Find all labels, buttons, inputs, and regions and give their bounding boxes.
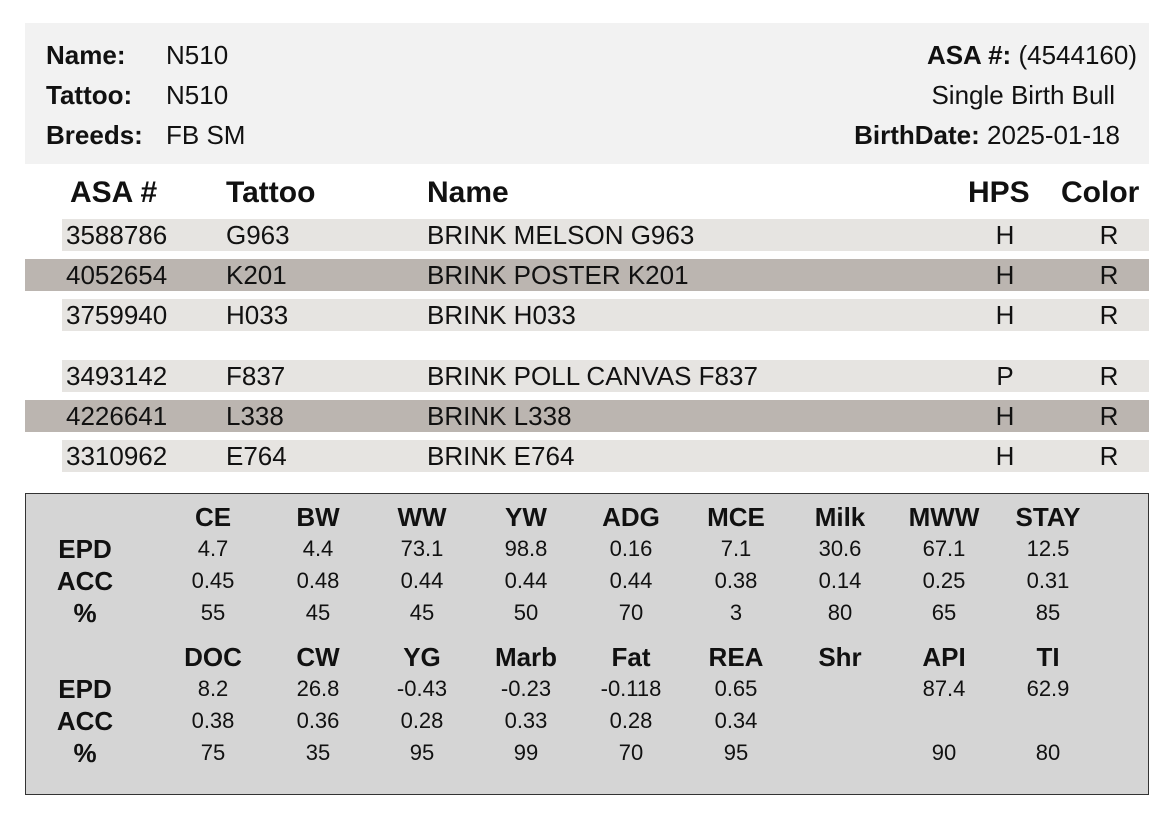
pedigree-cell-hps: H	[995, 220, 1015, 250]
epd-value: 8.2	[197, 676, 229, 701]
epd-value: 0.38	[191, 708, 235, 733]
epd-value: 67.1	[922, 536, 966, 561]
pedigree-cell-tattoo: L338	[226, 401, 284, 431]
epd-row-label: ACC	[56, 566, 114, 596]
pedigree-cell-hps: H	[995, 401, 1015, 431]
asa-label: ASA #:	[926, 40, 1012, 70]
epd-value: 0.44	[504, 568, 548, 593]
epd-trait-header: STAY	[1015, 502, 1081, 532]
epd-value: 98.8	[504, 536, 548, 561]
epd-value: 3	[729, 600, 743, 625]
pedigree-cell-name: BRINK L338	[427, 401, 572, 431]
epd-trait-header: Shr	[818, 642, 862, 672]
birth-type: Single Birth Bull	[931, 80, 1115, 110]
epd-value: 4.4	[302, 536, 334, 561]
epd-value: 30.6	[818, 536, 862, 561]
epd-trait-header: YG	[403, 642, 441, 672]
epd-row-label: %	[73, 598, 97, 628]
epd-value: 95	[409, 740, 435, 765]
epd-value: 0.48	[296, 568, 340, 593]
epd-value: 0.44	[400, 568, 444, 593]
pedigree-cell-name: BRINK POSTER K201	[427, 260, 689, 290]
epd-trait-header: REA	[708, 642, 764, 672]
pedigree-cell-asa: 4052654	[66, 260, 168, 290]
epd-value: 0.31	[1026, 568, 1070, 593]
epd-trait-header: API	[922, 642, 966, 672]
epd-trait-header: WW	[397, 502, 447, 532]
epd-value: 0.65	[714, 676, 758, 701]
epd-value: 0.16	[609, 536, 653, 561]
epd-trait-header: MWW	[908, 502, 980, 532]
tattoo-label: Tattoo:	[46, 80, 133, 110]
epd-value: 0.28	[400, 708, 444, 733]
epd-trait-header: YW	[505, 502, 547, 532]
pedigree-cell-asa: 4226641	[66, 401, 168, 431]
epd-value: 4.7	[197, 536, 229, 561]
pedigree-cell-hps: P	[996, 361, 1014, 391]
epd-trait-header: MCE	[707, 502, 765, 532]
epd-value: 0.36	[296, 708, 340, 733]
pedigree-cell-color: R	[1099, 441, 1119, 471]
epd-value: 7.1	[720, 536, 752, 561]
epd-value: 65	[931, 600, 957, 625]
epd-value: 0.38	[714, 568, 758, 593]
epd-value: 99	[513, 740, 539, 765]
epd-trait-header: CW	[296, 642, 340, 672]
pedigree-cell-color: R	[1099, 220, 1119, 250]
pedigree-cell-asa: 3493142	[66, 361, 168, 391]
epd-value: 73.1	[400, 536, 444, 561]
epd-value: -0.118	[600, 676, 662, 701]
epd-value: 0.44	[609, 568, 653, 593]
epd-value: 90	[931, 740, 957, 765]
epd-trait-header: CE	[194, 502, 232, 532]
epd-trait-header: Marb	[494, 642, 558, 672]
col-header-color: Color	[1061, 176, 1140, 209]
epd-value: 45	[305, 600, 331, 625]
epd-row-label: %	[73, 738, 97, 768]
epd-value: 95	[723, 740, 749, 765]
epd-value: 62.9	[1026, 676, 1070, 701]
pedigree-cell-asa: 3759940	[66, 300, 168, 330]
pedigree-cell-color: R	[1099, 260, 1119, 290]
pedigree-cell-tattoo: E764	[226, 441, 287, 471]
epd-value: 0.33	[504, 708, 548, 733]
epd-value: 85	[1035, 600, 1061, 625]
col-header-name: Name	[427, 176, 509, 209]
epd-value: -0.43	[396, 676, 448, 701]
col-header-hps: HPS	[968, 176, 1030, 209]
pedigree-cell-hps: H	[995, 260, 1015, 290]
epd-value: -0.23	[500, 676, 552, 701]
epd-trait-header: DOC	[184, 642, 242, 672]
animal-name: N510	[166, 40, 229, 70]
pedigree-cell-tattoo: F837	[226, 361, 286, 391]
epd-value: 75	[200, 740, 226, 765]
epd-value: 70	[618, 600, 644, 625]
epd-value: 0.28	[609, 708, 653, 733]
epd-value: 35	[305, 740, 331, 765]
epd-trait-header: ADG	[602, 502, 660, 532]
breeds-label: Breeds:	[46, 120, 143, 150]
epd-value: 26.8	[296, 676, 340, 701]
pedigree-cell-color: R	[1099, 361, 1119, 391]
pedigree-cell-hps: H	[995, 300, 1015, 330]
epd-value: 0.14	[818, 568, 862, 593]
epd-value: 0.45	[191, 568, 235, 593]
epd-trait-header: BW	[296, 502, 340, 532]
animal-breeds: FB SM	[166, 120, 246, 150]
animal-asa: (4544160)	[1018, 40, 1137, 70]
epd-trait-header: Milk	[814, 502, 866, 532]
pedigree-cell-hps: H	[995, 441, 1015, 471]
pedigree-cell-name: BRINK POLL CANVAS F837	[427, 361, 758, 391]
col-header-asa: ASA #	[70, 176, 158, 209]
epd-row-label: ACC	[56, 706, 114, 736]
epd-value: 0.34	[714, 708, 758, 733]
asa-line	[927, 40, 1137, 70]
pedigree-cell-name: BRINK E764	[427, 441, 575, 471]
birthdate-label: BirthDate:	[854, 120, 980, 150]
epd-value: 0.25	[922, 568, 966, 593]
epd-trait-header: TI	[1036, 642, 1060, 672]
epd-value: 80	[1035, 740, 1061, 765]
epd-value: 45	[409, 600, 435, 625]
pedigree-cell-tattoo: K201	[226, 260, 287, 290]
name-label: Name:	[46, 40, 126, 70]
pedigree-cell-asa: 3588786	[66, 220, 168, 250]
epd-value: 50	[513, 600, 539, 625]
epd-row-label: EPD	[58, 534, 112, 564]
epd-trait-header: Fat	[611, 642, 651, 672]
pedigree-cell-tattoo: H033	[226, 300, 289, 330]
pedigree-cell-asa: 3310962	[66, 441, 168, 471]
epd-value: 70	[618, 740, 644, 765]
epd-value: 12.5	[1026, 536, 1070, 561]
pedigree-cell-name: BRINK MELSON G963	[427, 220, 695, 250]
pedigree-cell-color: R	[1099, 300, 1119, 330]
animal-tattoo: N510	[166, 80, 229, 110]
epd-value: 80	[827, 600, 853, 625]
col-header-tattoo: Tattoo	[226, 176, 316, 209]
epd-value: 55	[200, 600, 226, 625]
pedigree-cell-tattoo: G963	[226, 220, 290, 250]
birthdate-line	[854, 120, 1120, 150]
pedigree-cell-color: R	[1099, 401, 1119, 431]
epd-row-label: EPD	[58, 674, 112, 704]
animal-birthdate: 2025-01-18	[987, 120, 1120, 150]
epd-value: 87.4	[922, 676, 966, 701]
pedigree-cell-name: BRINK H033	[427, 300, 576, 330]
